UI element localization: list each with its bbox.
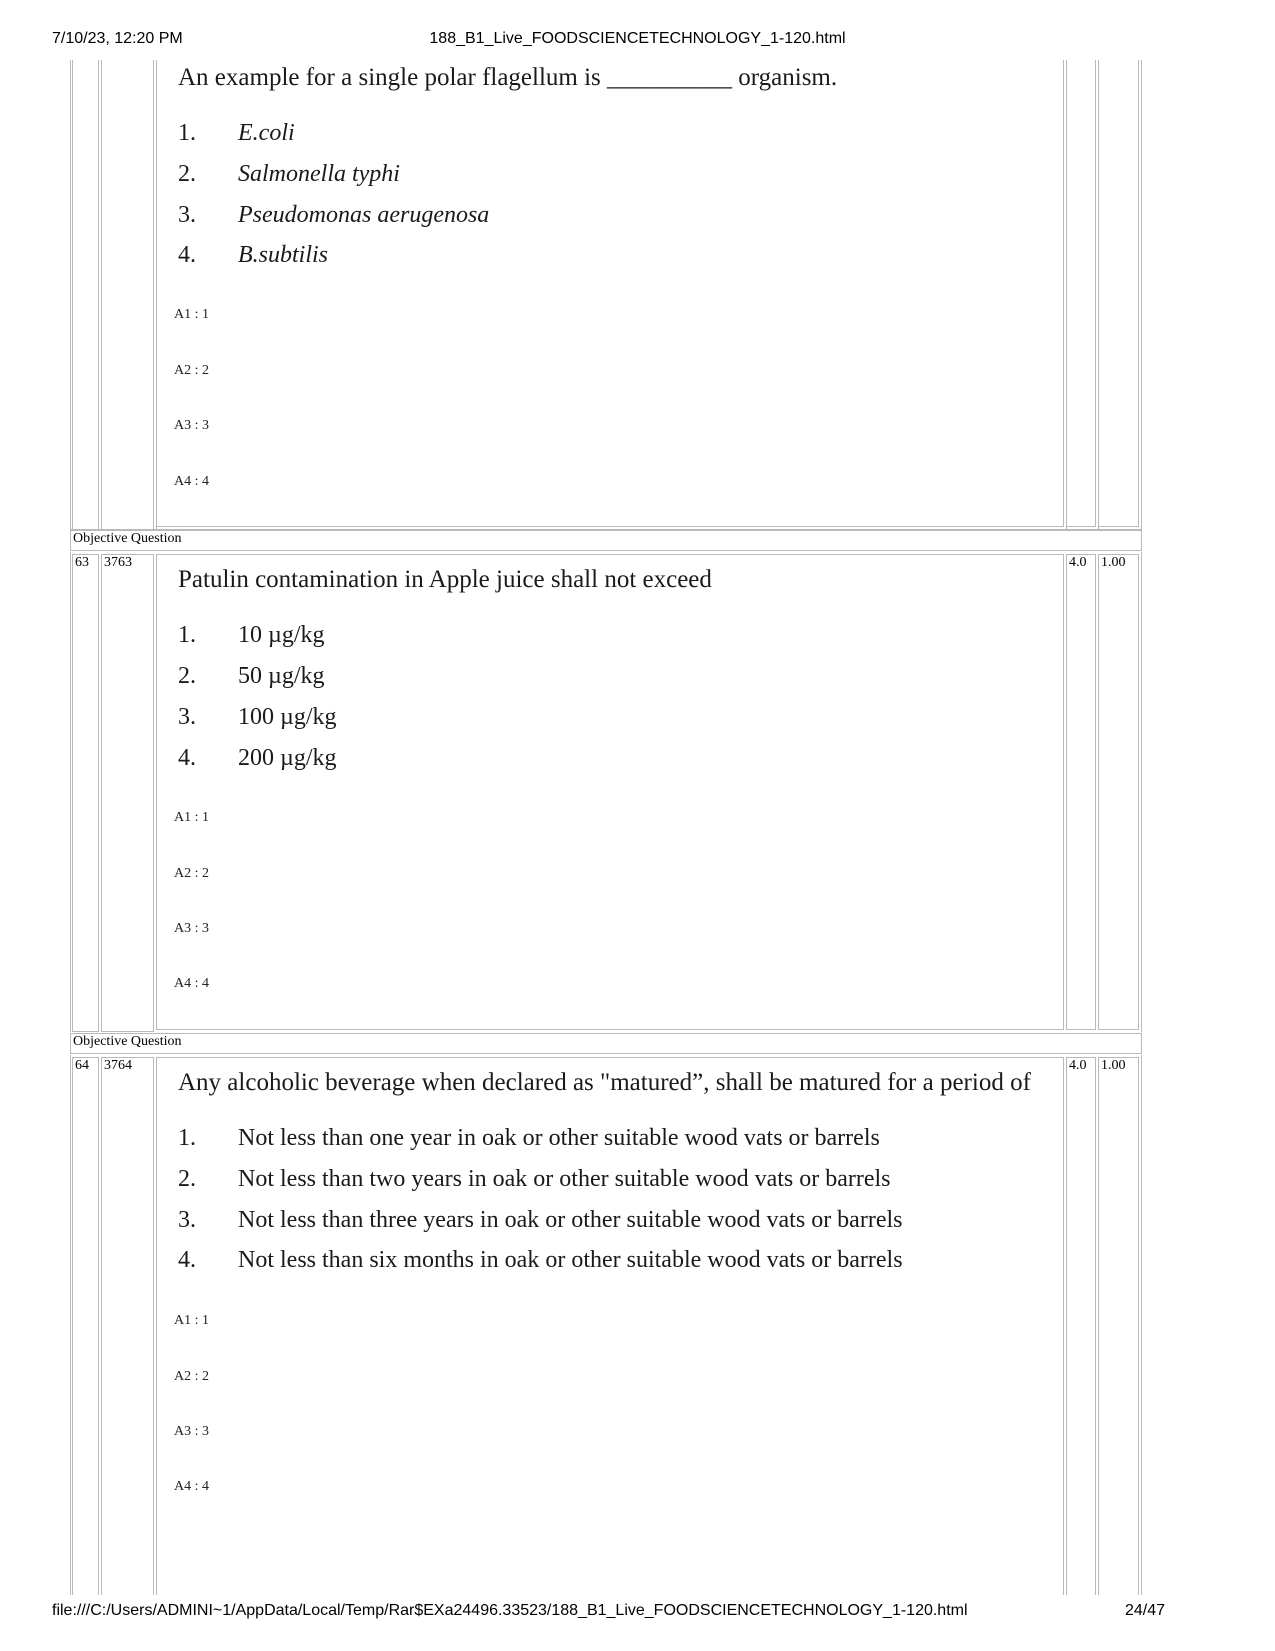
answer-key-3: A3 : 3 — [174, 921, 209, 936]
option-text: Salmonella typhi — [238, 161, 400, 187]
option-1 — [178, 1125, 880, 1152]
option-text: 100 µg/kg — [238, 704, 337, 730]
answer-key-1: A1 : 1 — [174, 307, 209, 322]
option-text: E.coli — [238, 120, 295, 146]
answer-key-1: A1 : 1 — [174, 810, 209, 825]
print-footer — [0, 1602, 1275, 1624]
option-number: 2. — [178, 1166, 196, 1192]
question-id: 3763 — [104, 555, 132, 570]
answer-key-1: A1 : 1 — [174, 1313, 209, 1328]
print-datetime: 7/10/23, 12:20 PM — [52, 30, 183, 47]
answer-key-4: A4 : 4 — [174, 976, 209, 991]
serial-number: 64 — [75, 1058, 89, 1073]
option-4 — [178, 242, 328, 269]
answer-key-2: A2 : 2 — [174, 866, 209, 881]
option-text: 50 µg/kg — [238, 663, 325, 689]
answer-key-3: A3 : 3 — [174, 1424, 209, 1439]
option-1 — [178, 120, 295, 147]
answer-key-2: A2 : 2 — [174, 1369, 209, 1384]
option-number: 3. — [178, 1207, 196, 1233]
section-label: Objective Question — [73, 531, 182, 546]
serial-number: 63 — [75, 555, 89, 570]
question-table — [70, 60, 1204, 1595]
option-3 — [178, 1207, 902, 1234]
option-3 — [178, 704, 337, 731]
option-3 — [178, 202, 489, 229]
option-2 — [178, 663, 325, 690]
print-page-number: 24/47 — [1124, 1602, 1165, 1619]
option-number: 2. — [178, 663, 196, 689]
answer-key-4: A4 : 4 — [174, 1479, 209, 1494]
question-text: Any alcoholic beverage when declared as "matured”, shall be matured for a period of — [178, 1069, 1031, 1096]
option-1 — [178, 622, 325, 649]
answer-key-2: A2 : 2 — [174, 363, 209, 378]
option-number: 1. — [178, 622, 196, 648]
option-text: 200 µg/kg — [238, 745, 337, 771]
option-number: 4. — [178, 1247, 196, 1273]
question-text: Patulin contamination in Apple juice shall not exceed — [178, 566, 712, 593]
question-id: 3764 — [104, 1058, 132, 1073]
negative-marks: 1.00 — [1101, 1058, 1126, 1073]
print-header — [0, 30, 1275, 52]
option-number: 1. — [178, 1125, 196, 1151]
option-number: 1. — [178, 120, 196, 146]
negative-marks: 1.00 — [1101, 555, 1126, 570]
option-number: 3. — [178, 202, 196, 228]
option-text: Not less than six months in oak or other suitable wood vats or barrels — [238, 1247, 903, 1273]
option-2 — [178, 161, 400, 188]
option-text: Not less than three years in oak or other suitable wood vats or barrels — [238, 1207, 903, 1233]
print-file-path: file:///C:/Users/ADMINI~1/AppData/Local/Temp/Rar$EXa24496.33523/188_B1_Live_FOODSCIENCETECHNOLOGY_1-120.html — [52, 1602, 968, 1619]
option-4 — [178, 1247, 903, 1274]
option-text: B.subtilis — [238, 242, 329, 268]
answer-key-4: A4 : 4 — [174, 474, 209, 489]
option-4 — [178, 745, 337, 772]
option-number: 4. — [178, 745, 196, 771]
answer-key-3: A3 : 3 — [174, 418, 209, 433]
section-label: Objective Question — [73, 1034, 182, 1049]
question-text: An example for a single polar flagellum is __________ organism. — [178, 64, 838, 91]
option-number: 4. — [178, 242, 196, 268]
option-text: Not less than one year in oak or other suitable wood vats or barrels — [238, 1125, 880, 1151]
option-number: 3. — [178, 704, 196, 730]
print-document-title: 188_B1_Live_FOODSCIENCETECHNOLOGY_1-120.html — [429, 30, 846, 47]
option-number: 2. — [178, 161, 196, 187]
option-text: 10 µg/kg — [238, 622, 325, 648]
marks: 4.0 — [1069, 555, 1087, 570]
option-text: Pseudomonas aerugenosa — [238, 202, 490, 228]
option-2 — [178, 1166, 891, 1193]
marks: 4.0 — [1069, 1058, 1087, 1073]
option-text: Not less than two years in oak or other suitable wood vats or barrels — [238, 1166, 891, 1192]
